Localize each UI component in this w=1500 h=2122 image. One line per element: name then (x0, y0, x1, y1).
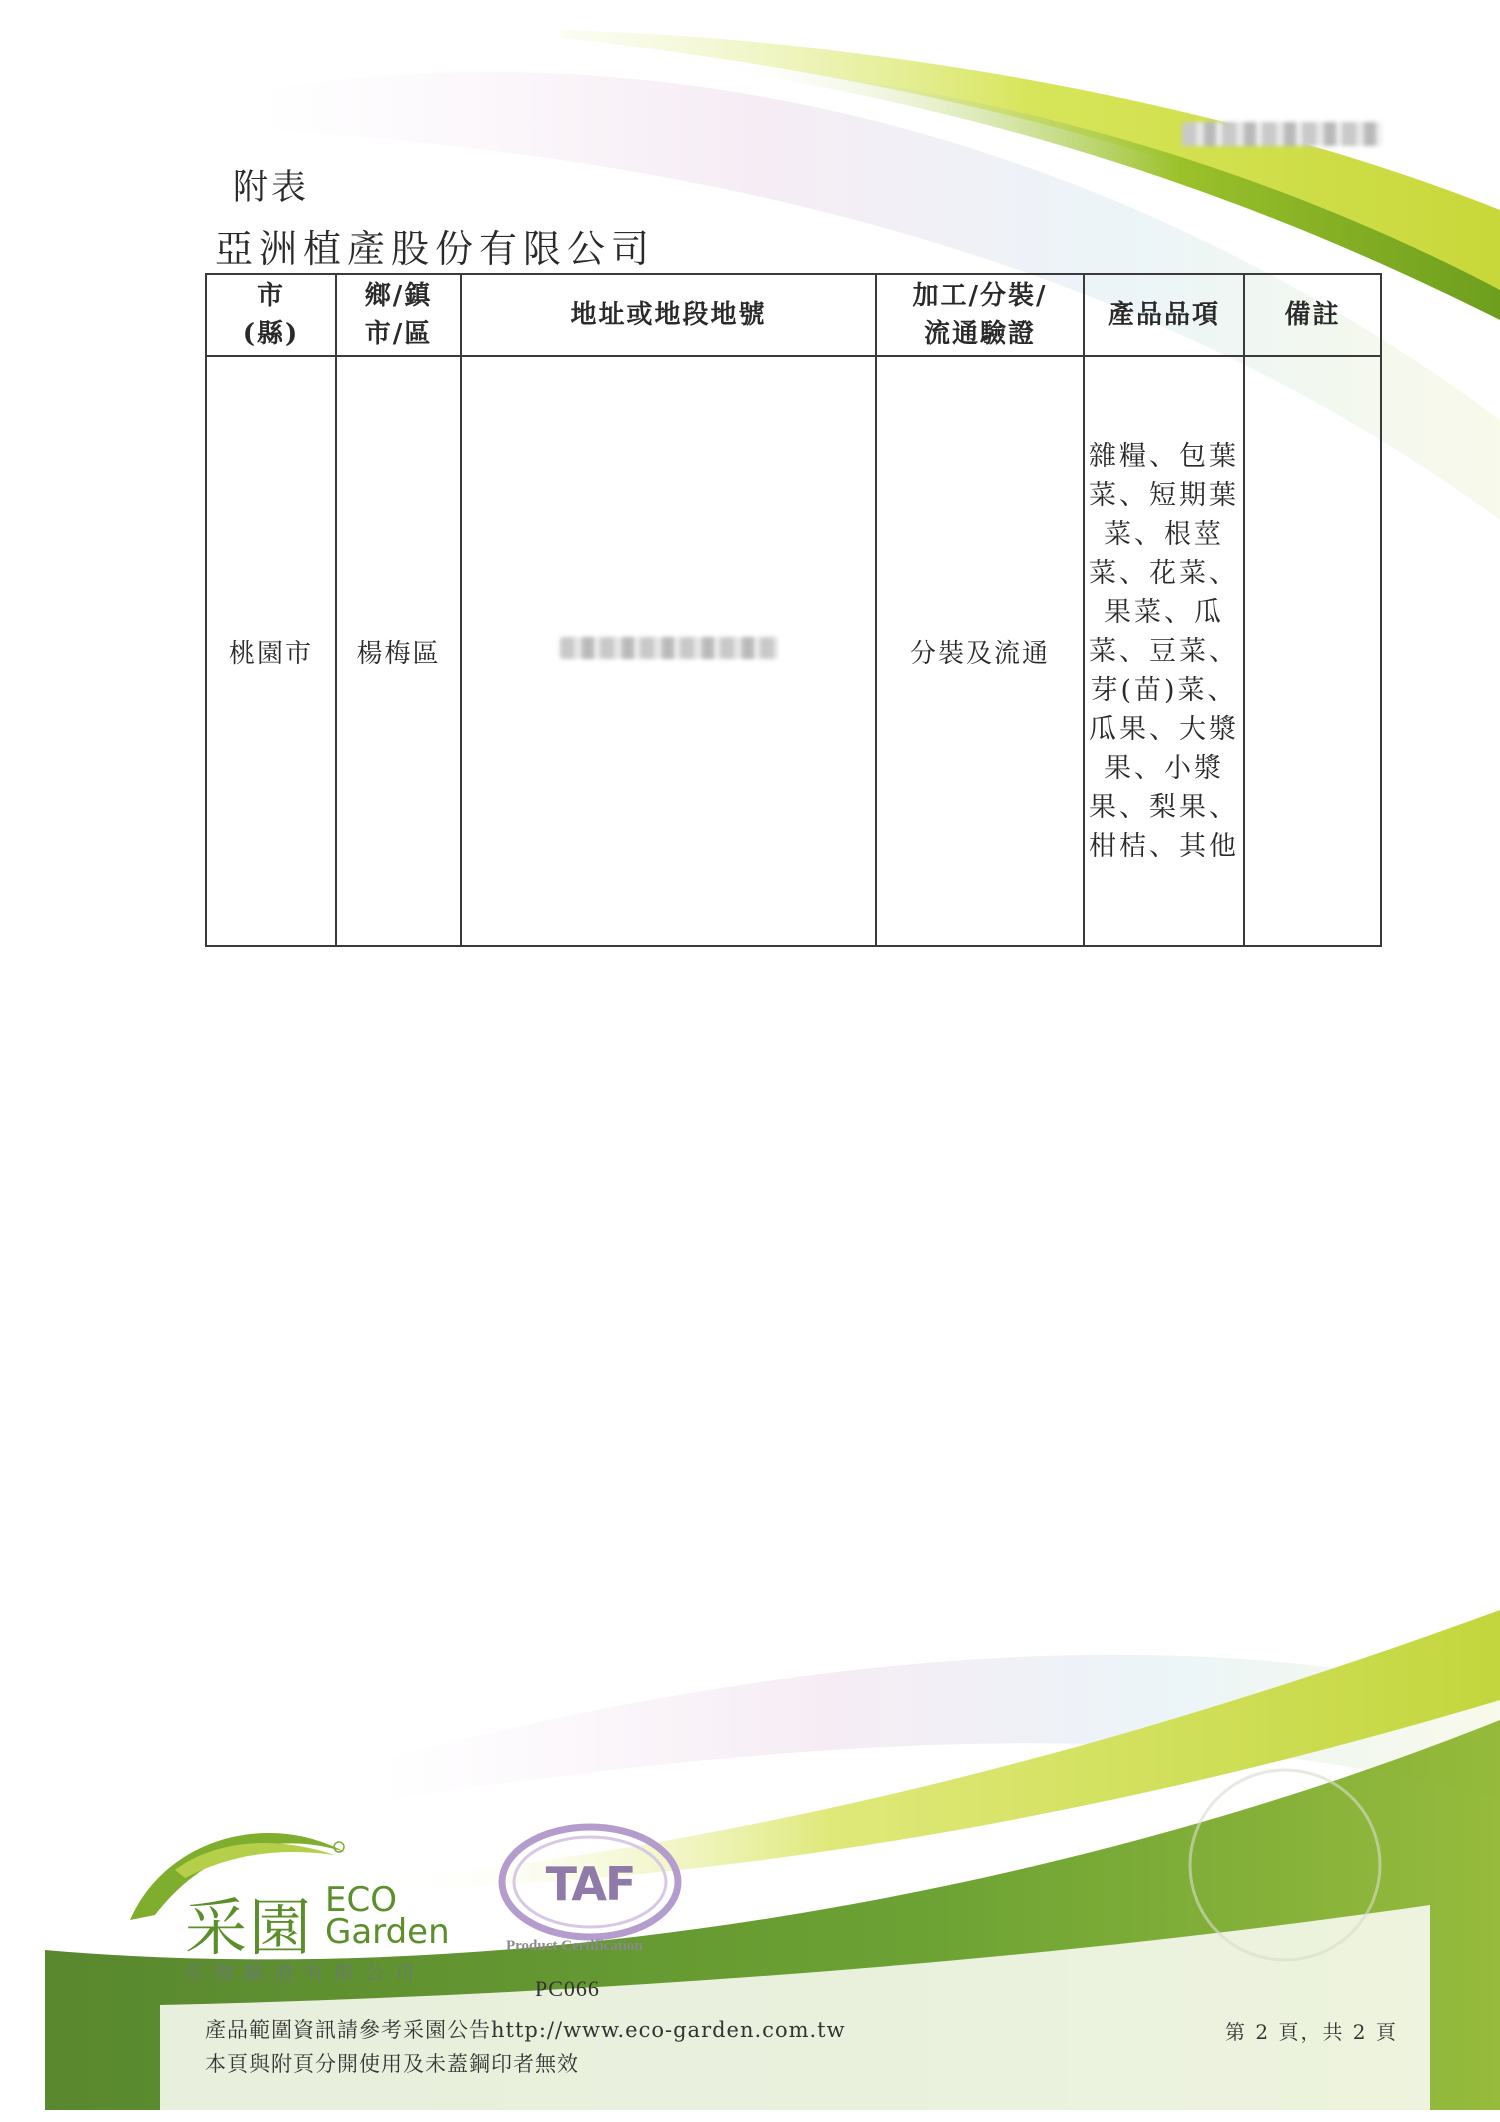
header-products: 產品品項 (1084, 274, 1244, 356)
header-verification-line1: 加工/分裝/ (912, 281, 1048, 311)
taf-certification-mark (490, 1812, 690, 1982)
registry-table (205, 273, 1382, 947)
header-district (336, 274, 461, 356)
logo-english-garden: Garden (325, 1912, 450, 1952)
header-address: 地址或地段地號 (461, 274, 876, 356)
logo-subtitle: 生態驗證有限公司 (185, 1962, 426, 1984)
product-item-line: 果、小漿 (1104, 752, 1224, 784)
cell-remarks (1244, 356, 1381, 946)
cell-verification: 分裝及流通 (876, 356, 1084, 946)
table-row (206, 356, 1381, 946)
logo-english-eco: ECO (325, 1880, 397, 1920)
taf-product-certification-label: Product Certification (506, 1938, 643, 1954)
footer-notice-scope: 產品範圍資訊請參考采園公告http://www.eco-garden.com.tw (205, 2018, 846, 2042)
cell-products (1084, 356, 1244, 946)
cell-city: 桃園市 (206, 356, 336, 946)
taf-logo-text: TAF (545, 1857, 635, 1911)
header-verification-line2: 流通驗證 (923, 319, 1036, 349)
table-header-row (206, 274, 1381, 356)
redacted-document-number (1182, 122, 1382, 146)
product-item-line: 瓜果、大漿 (1089, 713, 1239, 745)
product-item-line: 雜糧、包葉 (1089, 440, 1239, 472)
header-city-line1: 市 (256, 281, 285, 311)
eco-garden-logo (125, 1800, 485, 1984)
header-verification (876, 274, 1084, 356)
cell-address (461, 356, 876, 946)
logo-chinese-name: 采園 (185, 1891, 314, 1964)
footer-notice-validity: 本頁與附頁分開使用及未蓋鋼印者無效 (205, 2052, 579, 2076)
page-number: 第 2 頁，共 2 頁 (1225, 2020, 1398, 2044)
header-district-line2: 市/區 (364, 319, 433, 349)
product-item-line: 果、梨果、 (1089, 791, 1239, 823)
product-item-line: 菜、短期葉 (1089, 479, 1239, 511)
accreditation-number: PC066 (535, 1976, 600, 2001)
company-name: 亞洲植產股份有限公司 (215, 227, 656, 271)
appendix-label: 附表 (233, 168, 310, 208)
header-district-line1: 鄉/鎮 (364, 281, 433, 311)
product-item-line: 菜、花菜、 (1089, 557, 1239, 589)
redacted-address (560, 637, 778, 659)
header-remarks: 備註 (1244, 274, 1381, 356)
product-item-line: 菜、豆菜、 (1089, 635, 1239, 667)
product-item-line: 柑桔、其他 (1089, 830, 1239, 862)
product-item-line: 果菜、瓜 (1104, 596, 1224, 628)
product-item-line: 菜、根莖 (1104, 518, 1224, 550)
header-city (206, 274, 336, 356)
cell-district: 楊梅區 (336, 356, 461, 946)
header-city-line2: (縣) (242, 319, 300, 349)
product-item-line: 芽(苗)菜、 (1090, 674, 1238, 706)
product-items-list (1085, 437, 1243, 866)
